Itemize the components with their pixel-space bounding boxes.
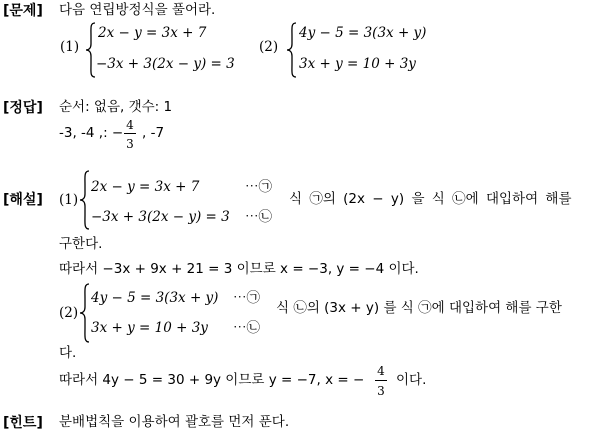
explanation-2-number: (2) — [59, 305, 79, 321]
explanation-label: [해설] — [3, 192, 43, 208]
explanation-1-eq2: −3x + 3(2x − y) = 3 — [91, 209, 230, 225]
hint-text: 분배법칙을 이용하여 괄호를 먼저 푼다. — [59, 414, 290, 430]
answer-line2-suffix: , -7 — [142, 125, 165, 141]
explanation-2-frac-num: 4 — [377, 364, 385, 378]
explanation-2-frac-bar — [375, 380, 387, 381]
problem-1-number: (1) — [60, 39, 80, 55]
answer-frac-num: 4 — [126, 118, 134, 132]
explanation-2-continued: 다. — [59, 345, 77, 361]
explanation-1-text: 식 ㉠의 (2x − y) 을 식 ㉡에 대입하여 해를 — [289, 191, 572, 207]
problem-1-eq1: 2x − y = 3x + 7 — [98, 25, 207, 41]
problem-instruction: 다음 연립방정식을 풀어라. — [59, 2, 216, 18]
explanation-1-result: 따라서 −3x + 9x + 21 = 3 이므로 x = −3, y = −4 이다. — [59, 261, 419, 277]
explanation-1-tag2: ⋯㉡ — [245, 209, 272, 225]
problem-2-brace — [286, 22, 298, 78]
answer-line1: 순서: 없음, 갯수: 1 — [59, 99, 173, 115]
answer-line2-prefix: -3, -4 ,: − — [59, 125, 124, 141]
explanation-1-number: (1) — [59, 192, 79, 208]
problem-2-number: (2) — [259, 39, 279, 55]
answer-frac-bar — [124, 133, 136, 134]
explanation-2-result-suffix: 이다. — [396, 372, 427, 388]
problem-2-eq2: 3x + y = 10 + 3y — [299, 56, 416, 72]
answer-label: [정답] — [3, 100, 43, 116]
problem-1-eq2: −3x + 3(2x − y) = 3 — [96, 56, 235, 72]
explanation-2-eq2: 3x + y = 10 + 3y — [91, 320, 208, 336]
explanation-2-brace — [79, 283, 91, 343]
explanation-2-eq1: 4y − 5 = 3(3x + y) — [91, 290, 219, 306]
explanation-2-tag2: ⋯㉡ — [233, 320, 260, 336]
hint-label: [힌트] — [3, 415, 43, 431]
problem-label: [문제] — [3, 3, 43, 19]
explanation-2-tag1: ⋯㉠ — [233, 290, 260, 306]
explanation-2-frac-den: 3 — [377, 384, 385, 398]
explanation-2-text: 식 ㉡의 (3x + y) 를 식 ㉠에 대입하여 해를 구한 — [276, 300, 562, 316]
explanation-1-eq1: 2x − y = 3x + 7 — [91, 179, 200, 195]
answer-frac-den: 3 — [126, 137, 134, 151]
explanation-1-tag1: ⋯㉠ — [245, 179, 272, 195]
explanation-1-continued: 구한다. — [59, 236, 103, 252]
problem-2-eq1: 4y − 5 = 3(3x + y) — [299, 25, 427, 41]
explanation-1-brace — [79, 170, 91, 230]
explanation-2-result-prefix: 따라서 4y − 5 = 30 + 9y 이므로 y = −7, x = − — [59, 372, 365, 388]
